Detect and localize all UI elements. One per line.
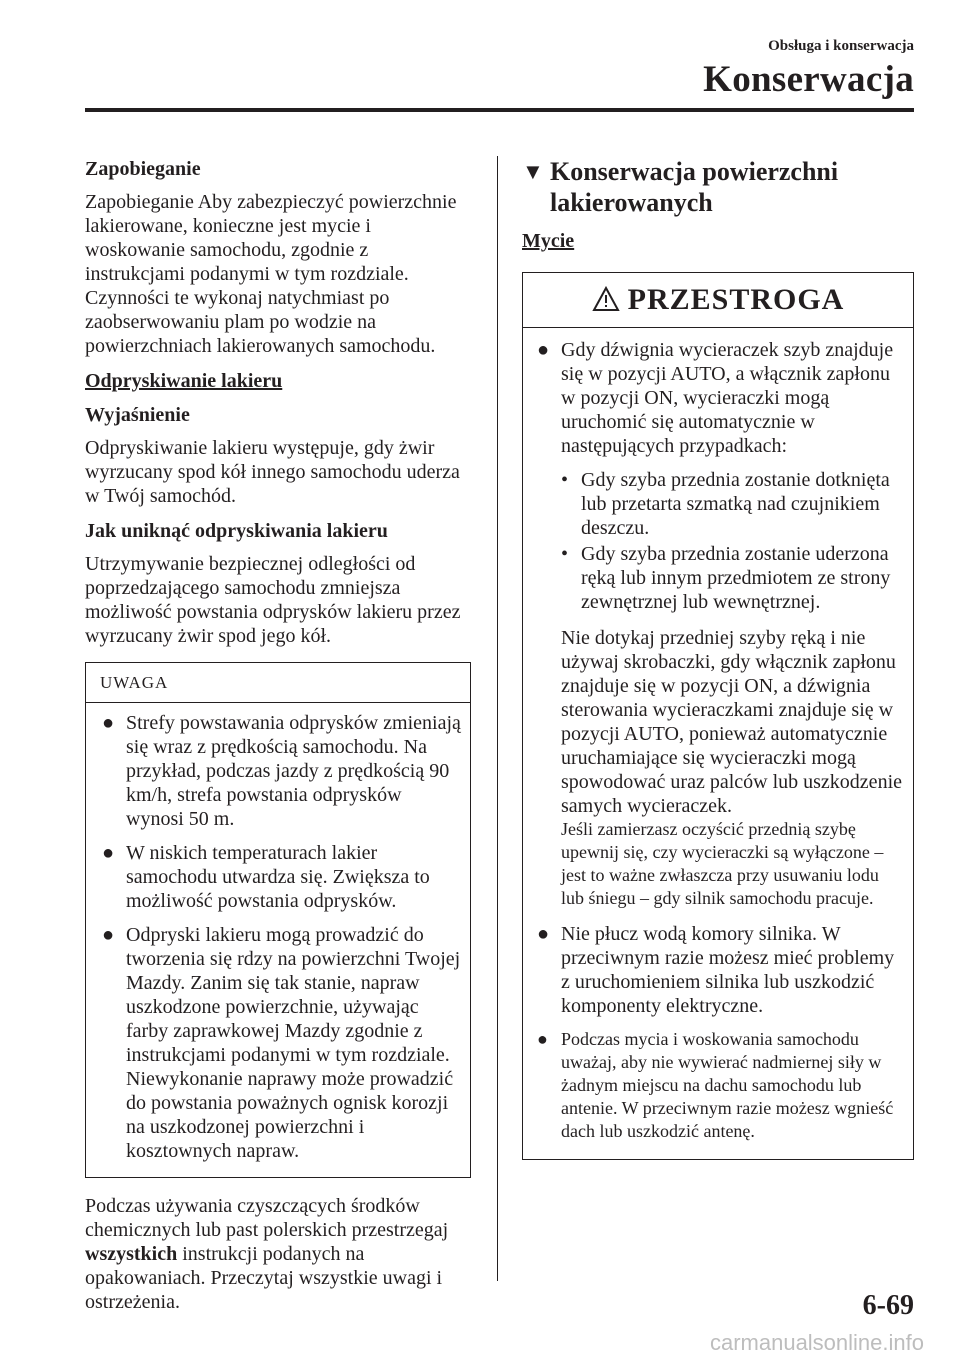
small-bullet-icon: •: [561, 469, 569, 491]
warning-sublist: [533, 468, 905, 614]
header-rule: [85, 108, 914, 112]
heading-zapobieganie: Zapobieganie: [85, 158, 201, 180]
header-section: Obsługa i konserwacja: [768, 38, 914, 54]
note-body: [86, 703, 470, 1177]
heading-explanation: Wyjaśnienie: [85, 404, 190, 426]
warning-body: [523, 328, 913, 1159]
warning-subitem: • Gdy szyba przednia zostanie uderzona ręką lub innym przedmiotem ze strony zewnętrznej lub wewnętrznej.: [561, 543, 891, 613]
section-title: ▼ Konserwacja powierzchni lakierowanych: [522, 157, 839, 217]
emphasis-all: wszystkich: [85, 1243, 178, 1265]
bullet-icon: ●: [102, 924, 115, 946]
bullet-icon: ●: [537, 923, 550, 945]
watermark: carmanualsonline.info: [709, 1330, 924, 1355]
bullet-icon: ●: [102, 712, 115, 734]
subheading-washing: Mycie: [522, 230, 575, 252]
note-title: UWAGA: [86, 663, 470, 703]
warning-subitem: • Gdy szyba przednia zostanie dotknięta lub przetarta szmatką nad czujnikiem deszczu.: [561, 469, 890, 539]
heading-how-to-avoid: Jak uniknąć odpryskiwania lakieru: [85, 520, 388, 542]
note-item: ● Odpryski lakieru mogą prowadzić do tworzenia się rdzy na powierzchni Twojej Mazdy. Zanim się tak stanie, napraw uszkodzone powierzchnie, używając farby zaprawkowej Mazdy zgodnie z instrukcjami podanymi w tym rozdziale.: [102, 924, 461, 1066]
bullet-icon: ●: [537, 1029, 548, 1049]
warning-item: ● Nie płucz wodą komory silnika. W przeciwnym razie możesz mieć problemy z uruchomieniem silnika lub uszkodzić komponenty elektryczne.: [537, 923, 895, 1017]
warning-header: PRZESTROGA: [523, 273, 913, 328]
paragraph-avoid: Utrzymywanie bezpiecznej odległości od poprzedzającego samochodu zmniejsza możliwość powstania odprysków lakieru przez wyrzucany żwir spod jego kół.: [85, 553, 461, 647]
warning-triangle-icon: [592, 286, 620, 312]
warning-box: [522, 272, 914, 1160]
triangle-down-icon: ▼: [522, 159, 544, 184]
warning-item: ● Gdy dźwignia wycieraczek szyb znajduje się w pozycji AUTO, a włącznik zapłonu w pozycji ON, wycieraczki mogą uruchomić się automatycznie w następujących przypadkach:: [537, 339, 894, 457]
column-divider: [497, 156, 498, 1281]
bullet-icon: ●: [537, 339, 550, 361]
paragraph-prevention: Zapobieganie Aby zabezpieczyć powierzchnie lakierowane, konieczne jest mycie i woskowanie samochodu, zgodnie z instrukcjami podanymi w tym rozdziale. Czynności te wykonaj natychmiast po zaobserwowaniu plam po wodzie na powierzchniach lakierowanych samochodu.: [85, 191, 457, 357]
warning-item: ● Podczas mycia i woskowania samochodu uważaj, aby nie wywierać nadmiernej siły w żadnym miejscu na dachu samochodu lub antenie. W przeciwnym razie możesz wgnieść dach lub uszkodzić antenę.: [537, 1029, 894, 1141]
heading-chipping: Odpryskiwanie lakieru: [85, 370, 283, 392]
paragraph-explanation: Odpryskiwanie lakieru występuje, gdy żwir wyrzucany spod kół innego samochodu uderza w Twój samochód.: [85, 437, 460, 507]
left-column: [85, 156, 471, 1324]
page-number: 6-69: [862, 1290, 914, 1321]
note-item: ● W niskich temperaturach lakier samochodu utwardza się. Zwiększa to możliwość powstania odprysków.: [102, 842, 430, 912]
note-item-continued: Niewykonanie naprawy może prowadzić do powstania poważnych ognisk korozji na uszkodzonej powierzchni i kosztownych napraw.: [126, 1068, 454, 1162]
small-bullet-icon: •: [561, 543, 569, 565]
warning-paragraph-small: Jeśli zamierzasz oczyścić przednią szybę upewnij się, czy wycieraczki są wyłączone – jest to ważne zwłaszcza przy usuwaniu lodu lub śniegu – gdy silnik samochodu pracuje.: [561, 819, 884, 908]
note-item: ● Strefy powstawania odprysków zmieniają się wraz z prędkością samochodu. Na przykład, podczas jazdy z prędkością 90 km/h, strefa powstania odprysków wynosi 50 m.: [102, 712, 461, 830]
warning-paragraph: Nie dotykaj przedniej szyby ręką i nie używaj skrobaczki, gdy włącznik zapłonu znajduje się w pozycji ON, a dźwignia sterowania wycieraczkami znajduje się w pozycji AUTO, ponieważ automatycznie uruchamiające się wycieraczki mogą spowodować uraz palców lub uszkodzenie samych wycieraczek.: [561, 627, 902, 817]
bullet-icon: ●: [102, 842, 115, 864]
paragraph-chemicals: Podczas używania czyszczących środków chemicznych lub past polerskich przestrzegaj wszystkich instrukcji podanych na opakowaniach. Przeczytaj wszystkie uwagi i ostrzeżenia.: [85, 1195, 449, 1313]
header-title: Konserwacja: [703, 59, 914, 100]
right-column: [522, 156, 914, 1160]
note-box: [85, 662, 471, 1178]
